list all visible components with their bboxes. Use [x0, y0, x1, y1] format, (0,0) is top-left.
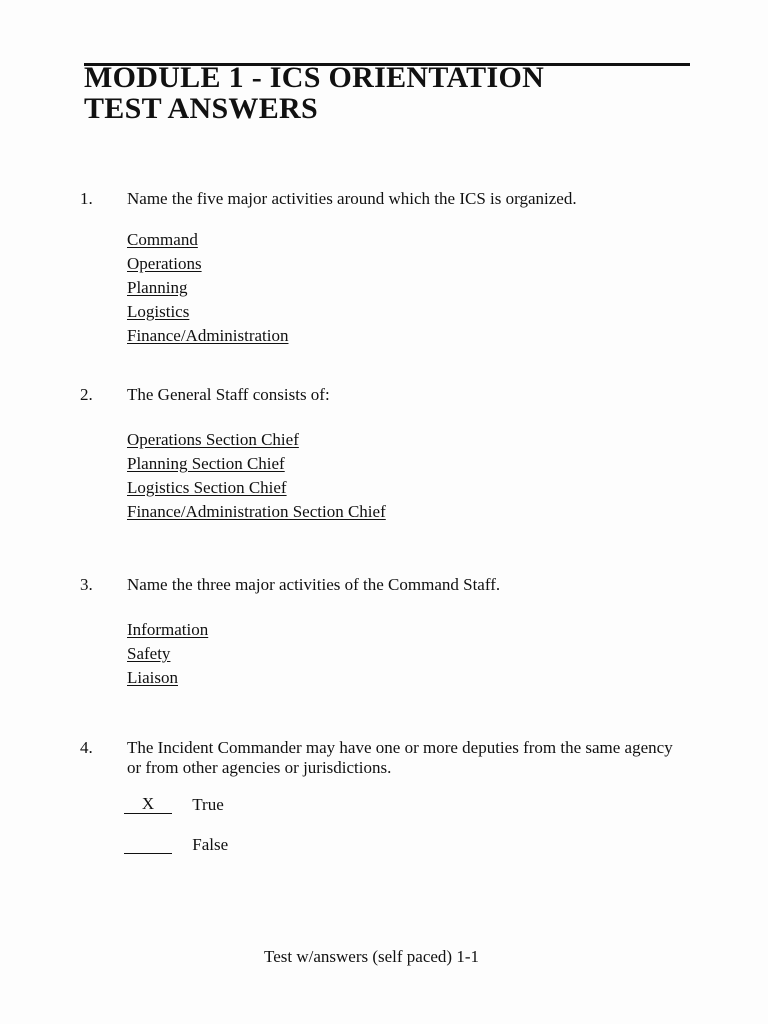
option-label: True	[192, 795, 224, 814]
answer-item: Liaison	[127, 668, 178, 687]
option-label: False	[192, 835, 229, 854]
question-2-answers	[127, 428, 386, 524]
question-text: The General Staff consists of:	[127, 385, 330, 404]
answer-item: Safety	[127, 644, 171, 663]
answer-item: Finance/Administration Section Chief	[127, 502, 386, 521]
answer-item: Planning Section Chief	[127, 454, 285, 473]
answer-item: Finance/Administration	[127, 326, 289, 345]
answer-item: Operations Section Chief	[127, 430, 299, 449]
question-3-answers	[127, 618, 208, 690]
page-footer: Test w/answers (self paced) 1-1	[264, 947, 480, 966]
title-line-1: MODULE 1 - ICS ORIENTATION	[84, 61, 545, 94]
answer-item: Operations	[127, 254, 202, 273]
option-true	[124, 795, 224, 815]
question-text: The Incident Commander may have one or more deputies from the same agency or from other agencies or jurisdictions.	[127, 738, 673, 777]
answer-item: Planning	[127, 278, 188, 297]
page-title	[84, 62, 544, 124]
answer-blank	[124, 835, 172, 854]
question-number: 4.	[80, 738, 93, 757]
question-text: Name the five major activities around which the ICS is organized.	[127, 189, 577, 208]
question-number: 1.	[80, 189, 93, 208]
option-false	[124, 835, 228, 855]
answer-item: Logistics	[127, 302, 190, 321]
title-line-2: TEST ANSWERS	[84, 92, 318, 125]
question-number: 2.	[80, 385, 93, 404]
question-text: Name the three major activities of the Command Staff.	[127, 575, 501, 594]
question-number: 3.	[80, 575, 93, 594]
question-1-answers	[127, 228, 288, 348]
answer-blank: X	[124, 795, 172, 814]
answer-item: Command	[127, 230, 198, 249]
answer-item: Information	[127, 620, 209, 639]
answer-item: Logistics Section Chief	[127, 478, 287, 497]
